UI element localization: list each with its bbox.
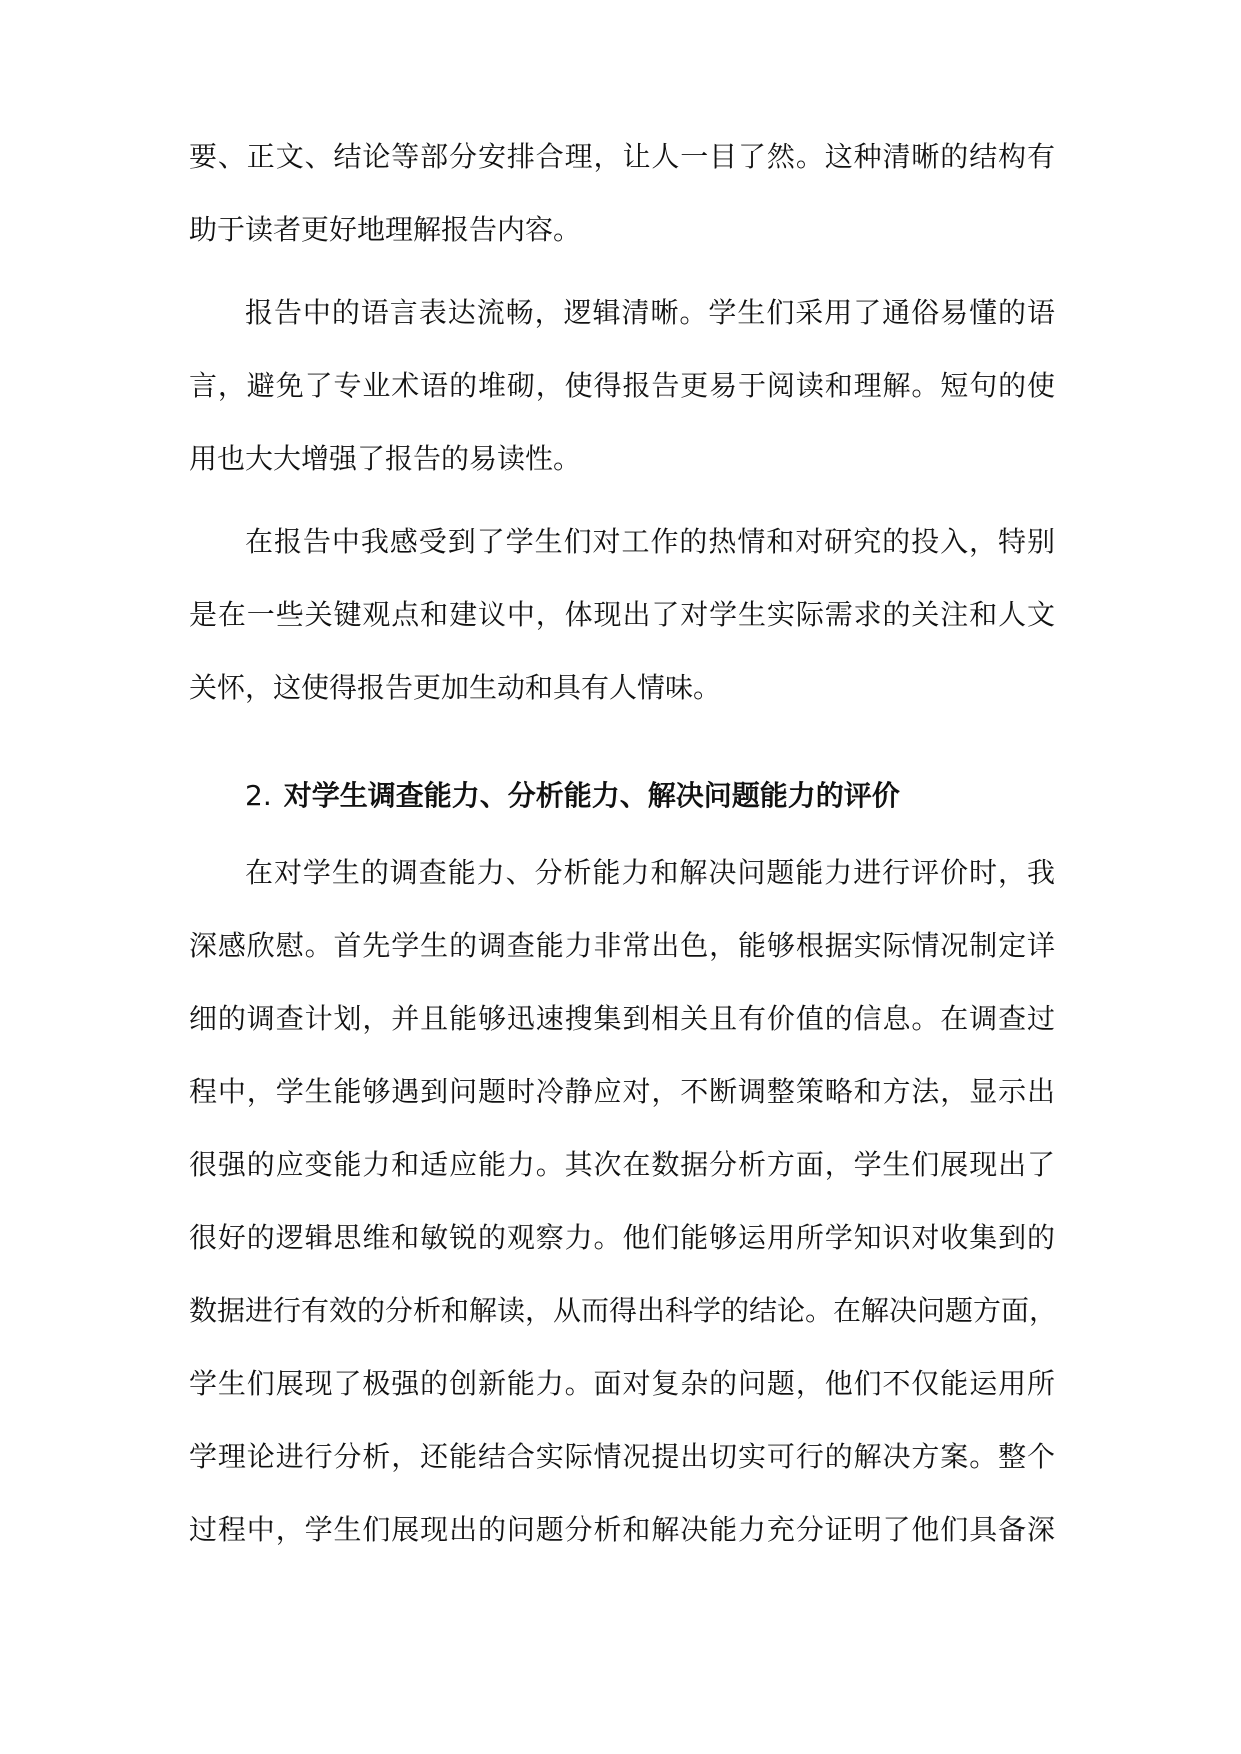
paragraph-2-line-3: 用也大大增强了报告的易读性。 — [189, 442, 582, 475]
paragraph-3-line-3: 关怀，这使得报告更加生动和具有人情味。 — [189, 671, 722, 704]
section-paragraph-line-1: 在对学生的调查能力、分析能力和解决问题能力进行评价时，我 — [245, 856, 1055, 889]
section-paragraph-line-2: 深感欣慰。首先学生的调查能力非常出色，能够根据实际情况制定详 — [189, 929, 1055, 962]
section-number: 2. — [245, 779, 272, 812]
section-heading — [245, 759, 900, 833]
section-title: 对学生调查能力、分析能力、解决问题能力的评价 — [283, 779, 900, 812]
paragraph-3-line-2: 是在一些关键观点和建议中，体现出了对学生实际需求的关注和人文 — [189, 598, 1055, 631]
section-paragraph-line-4: 程中，学生能够遇到问题时冷静应对，不断调整策略和方法，显示出 — [189, 1075, 1055, 1108]
section-paragraph-line-10: 过程中，学生们展现出的问题分析和解决能力充分证明了他们具备深 — [189, 1513, 1055, 1546]
section-paragraph-line-5: 很强的应变能力和适应能力。其次在数据分析方面，学生们展现出了 — [189, 1148, 1055, 1181]
section-paragraph-line-7: 数据进行有效的分析和解读，从而得出科学的结论。在解决问题方面， — [189, 1294, 1058, 1327]
section-paragraph-line-8: 学生们展现了极强的创新能力。面对复杂的问题，他们不仅能运用所 — [189, 1367, 1055, 1400]
paragraph-2-line-1: 报告中的语言表达流畅，逻辑清晰。学生们采用了通俗易懂的语 — [245, 296, 1055, 329]
paragraph-1-line-1: 要、正文、结论等部分安排合理，让人一目了然。这种清晰的结构有 — [189, 140, 1055, 173]
paragraph-2-line-2: 言，避免了专业术语的堆砌，使得报告更易于阅读和理解。短句的使 — [189, 369, 1055, 402]
section-paragraph-line-9: 学理论进行分析，还能结合实际情况提出切实可行的解决方案。整个 — [189, 1440, 1055, 1473]
paragraph-1-line-2: 助于读者更好地理解报告内容。 — [189, 213, 582, 246]
paragraph-3-line-1: 在报告中我感受到了学生们对工作的热情和对研究的投入，特别 — [245, 525, 1055, 558]
section-paragraph-line-6: 很好的逻辑思维和敏锐的观察力。他们能够运用所学知识对收集到的 — [189, 1221, 1055, 1254]
section-paragraph-line-3: 细的调查计划，并且能够迅速搜集到相关且有价值的信息。在调查过 — [189, 1002, 1055, 1035]
